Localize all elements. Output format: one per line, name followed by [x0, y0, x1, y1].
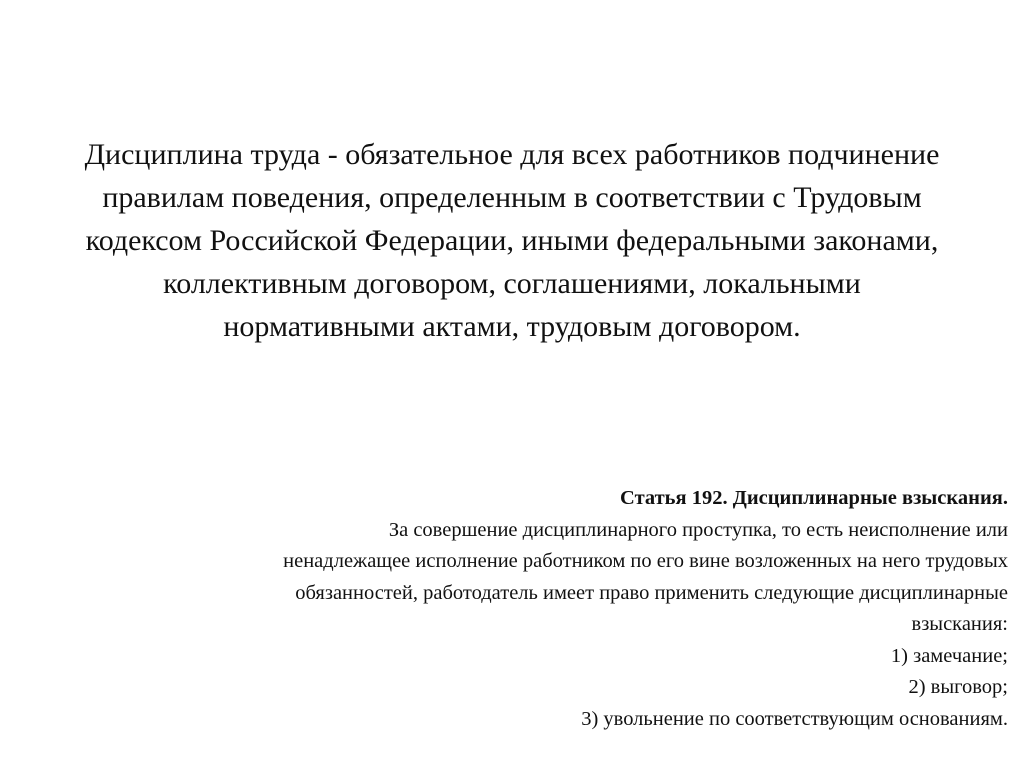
article-heading: Статья 192. Дисциплинарные взыскания. [620, 487, 1008, 509]
definition-line-1: Дисциплина труда - обязательное для всех работников подчинение [84, 138, 940, 171]
labor-discipline-definition [18, 133, 1006, 348]
article-body-line-2: ненадлежащее исполнение работником по его вине возложенных на него трудовых [283, 550, 1008, 572]
definition-line-5: нормативными актами, трудовым договором. [223, 310, 801, 343]
article-body-line-3: обязанностей, работодатель имеет право применить следующие дисциплинарные [295, 581, 1008, 604]
article-body-line-1: За совершение дисциплинарного проступка, то есть неисполнение или [388, 518, 1008, 541]
penalty-item-3: 3) увольнение по соответствующим основаниям. [581, 707, 1008, 730]
penalty-item-1: 1) замечание; [890, 644, 1008, 667]
article-body-line-4: взыскания: [911, 613, 1008, 635]
article-192-block [68, 483, 1008, 735]
definition-line-2: правилам поведения, определенным в соответствии с Трудовым [102, 181, 922, 214]
penalty-item-2: 2) выговор; [908, 676, 1008, 698]
definition-line-4: коллективным договором, соглашениями, локальными [163, 267, 861, 300]
definition-line-3: кодексом Российской Федерации, иными федеральными законами, [85, 224, 939, 257]
